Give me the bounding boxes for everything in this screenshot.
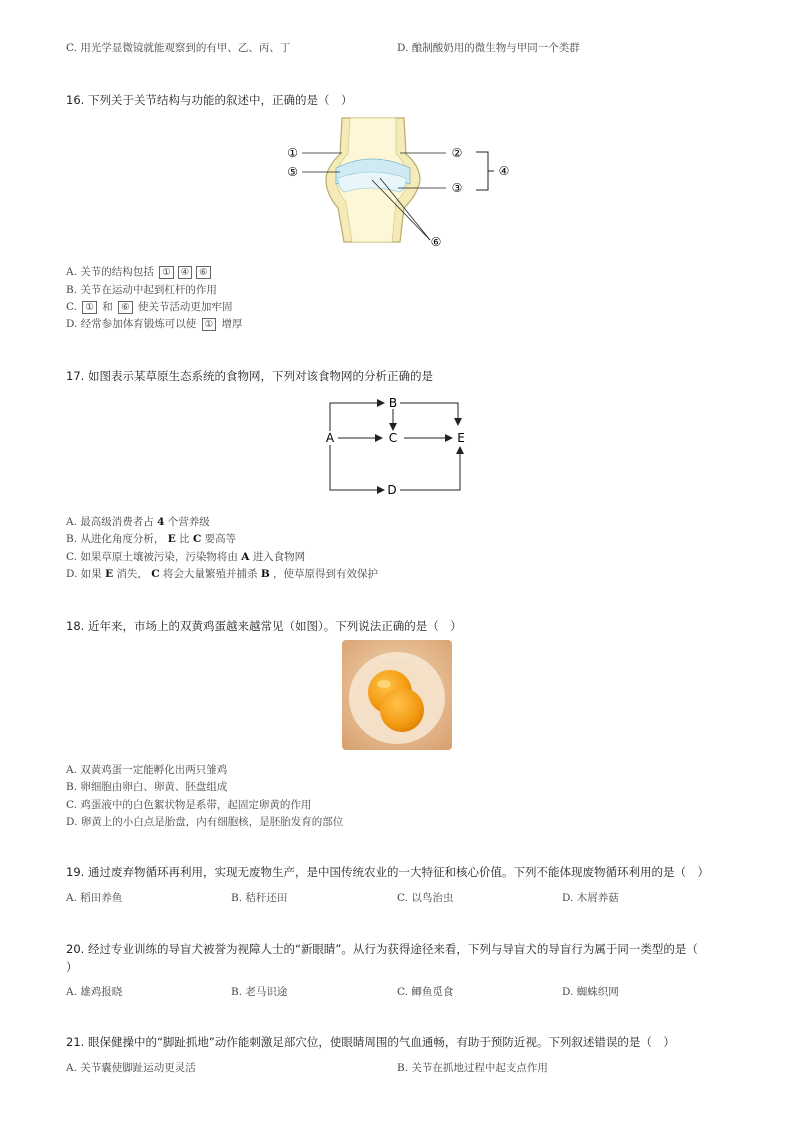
- q16-stem: 16. 下列关于关节结构与功能的叙述中，正确的是（ ）: [66, 93, 353, 107]
- q16-option-d: D. 经常参加体育锻炼可以使 ① 增厚: [66, 318, 243, 330]
- label-1: ①: [287, 146, 298, 160]
- q16-joint-diagram: [280, 116, 520, 252]
- q20-stem: 20. 经过专业训练的导盲犬被誉为视障人士的“新眼睛”。从行为获得途径来看，下列与导盲犬的导盲行为属于同一类型的是（: [66, 942, 698, 956]
- q20-option-b: B. 老马识途: [231, 986, 288, 998]
- label-2: ②: [451, 146, 463, 160]
- q18-option-d: D. 卵黄上的小白点是胎盘，内有细胞核，是胚胎发育的部位: [66, 816, 344, 828]
- q18-stem: 18. 近年来，市场上的双黄鸡蛋越来越常见（如图）。下列说法正确的是（ ）: [66, 619, 462, 633]
- node-d: D: [387, 483, 397, 497]
- q19-option-b: B. 秸秆还田: [231, 892, 288, 904]
- q17-food-web: [320, 393, 470, 501]
- q21-stem: 21. 眼保健操中的“脚趾抓地”动作能刺激足部穴位，使眼睛周围的气血通畅，有助于预防近视。下列叙述错误的是（ ）: [66, 1035, 675, 1049]
- q17-option-a: A. 最高级消费者占 4 个营养级: [66, 516, 210, 528]
- q17-option-b: B. 从进化角度分析， E 比 C 要高等: [66, 533, 237, 545]
- q17-option-c: C. 如果草原土壤被污染，污染物将由 A 进入食物网: [66, 551, 306, 563]
- q15-option-d: D. 酿制酸奶用的微生物与甲同一个类群: [397, 42, 580, 54]
- q16-option-c: C. ① 和 ⑥ 使关节活动更加牢固: [66, 301, 233, 313]
- q21-option-b: B. 关节在抓地过程中起支点作用: [397, 1062, 548, 1074]
- label-5: ⑤: [287, 165, 298, 179]
- q19-stem: 19. 通过废弃物循环再利用，实现无废物生产，是中国传统农业的一大特征和核心价值。下列不能体现废物循环利用的是（ ）: [66, 865, 709, 879]
- q18-option-b: B. 卵细胞由卵白、卵黄、胚盘组成: [66, 781, 228, 793]
- q19-option-c: C. 以鸟治虫: [397, 892, 454, 904]
- node-b: B: [388, 396, 398, 410]
- q18-option-a: A. 双黄鸡蛋一定能孵化出两只雏鸡: [66, 764, 228, 776]
- q20-option-a: A. 雄鸡报晓: [66, 986, 123, 998]
- double-yolk-egg-image: [342, 640, 452, 750]
- q19-option-d: D. 木屑养菇: [562, 892, 619, 904]
- q16-option-b: B. 关节在运动中起到杠杆的作用: [66, 284, 217, 296]
- q18-option-c: C. 鸡蛋液中的白色絮状物是系带，起固定卵黄的作用: [66, 799, 312, 811]
- q20-option-d: D. 蜘蛛织网: [562, 986, 619, 998]
- q17-stem: 17. 如图表示某草原生态系统的食物网，下列对该食物网的分析正确的是: [66, 369, 433, 383]
- label-4: ④: [498, 164, 510, 178]
- q20-option-c: C. 鲫鱼觅食: [397, 986, 454, 998]
- label-3: ③: [451, 181, 463, 195]
- node-a: A: [325, 431, 335, 445]
- node-c: C: [388, 431, 398, 445]
- label-6: ⑥: [430, 235, 442, 249]
- q20-stem-cont: ）: [66, 960, 78, 974]
- q17-option-d: D. 如果 E 消失， C 将会大量繁殖并捕杀 B ，使草原得到有效保护: [66, 568, 379, 580]
- node-e: E: [457, 431, 465, 445]
- q15-option-c: C. 用光学显微镜就能观察到的有甲、乙、丙、丁: [66, 42, 291, 54]
- yolk-2: [380, 688, 424, 732]
- q16-option-a: A. 关节的结构包括 ① ④ ⑥: [66, 264, 213, 279]
- q21-option-a: A. 关节囊使脚趾运动更灵活: [66, 1062, 196, 1074]
- q19-option-a: A. 稻田养鱼: [66, 892, 123, 904]
